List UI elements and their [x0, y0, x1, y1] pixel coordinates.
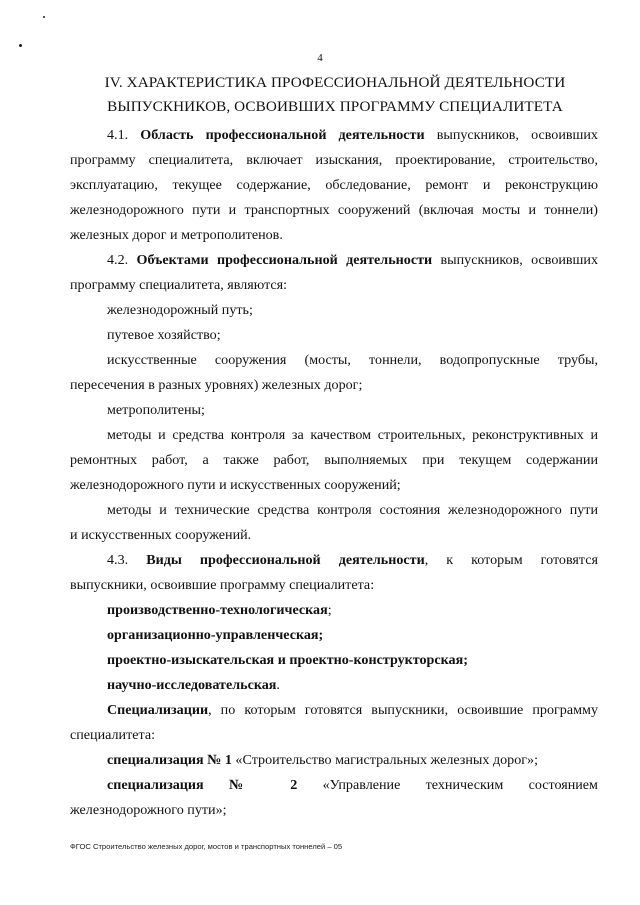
list-item-3-line-2: пересечения в разных уровнях) железных дорог; [70, 377, 363, 393]
section-heading-line-2: ВЫПУСКНИКОВ, ОСВОИВШИХ ПРОГРАММУ СПЕЦИАЛИТЕТА [107, 98, 563, 115]
activity-type-2 [107, 626, 598, 644]
specializations-line-1 [107, 701, 598, 719]
text-span: состоянием [528, 777, 598, 793]
clause-number: 4.3. [107, 552, 129, 568]
scan-speck [43, 16, 45, 18]
clause-number: 4.2. [107, 252, 129, 268]
paragraph-4-2-line-2: программу специалитета, являются: [70, 277, 288, 293]
text-span: выпускников, освоивших [440, 252, 598, 268]
section-heading-line-1: IV. ХАРАКТЕРИСТИКА ПРОФЕССИОНАЛЬНОЙ ДЕЯТЕЛЬНОСТИ [104, 74, 566, 91]
paragraph-4-1-line-4: железнодорожного пути и транспортных сооружений (включая мосты и тоннели) [70, 202, 598, 218]
list-item-1: железнодорожный путь; [107, 302, 253, 318]
text-span: «Управление [322, 777, 401, 793]
activity-type-1 [107, 601, 598, 619]
list-item-2: путевое хозяйство; [107, 327, 221, 343]
paragraph-4-1-line-1 [107, 126, 598, 144]
bold-term: проектно-изыскательская и проектно-конструкторская; [107, 652, 468, 668]
bold-term: научно-исследовательская [107, 677, 277, 693]
list-item-6-line-2: и искусственных сооружений. [70, 527, 252, 543]
specialization-1 [107, 751, 598, 769]
list-item-4: метрополитены; [107, 402, 205, 418]
bold-term: специализация № 1 [107, 752, 232, 768]
activity-type-3 [107, 651, 598, 669]
specialization-2-line-2: железнодорожного пути»; [70, 802, 227, 818]
bold-term: Специализации [107, 702, 209, 718]
paragraph-4-3-line-2: выпускники, освоившие программу специалитета: [70, 577, 375, 593]
bold-term: организационно-управленческая; [107, 627, 324, 643]
list-item-5-line-1: методы и средства контроля за качеством строительных, реконструктивных и [107, 427, 598, 443]
bold-term: Область профессиональной деятельности [140, 127, 425, 143]
page-number: 4 [317, 52, 323, 64]
bold-term: Объектами профессиональной деятельности [136, 252, 433, 268]
clause-number: 4.1. [107, 127, 129, 143]
text-span: техническим [425, 777, 504, 793]
paragraph-4-1-line-5: железных дорог и метрополитенов. [70, 227, 283, 243]
list-item-5-line-2: ремонтных работ, а также работ, выполняемых при текущем содержании [70, 452, 598, 468]
text-span: выпускников, освоивших [436, 127, 598, 143]
specialization-2-line-1 [107, 776, 598, 794]
text-span: «Строительство магистральных железных дорог»; [231, 752, 539, 768]
scan-speck [19, 44, 22, 47]
list-item-5-line-3: железнодорожного пути и искусственных сооружений; [70, 477, 401, 493]
page-footer: ФГОС Строительство железных дорог, мостов и транспортных тоннелей – 05 [70, 842, 343, 851]
text-span: . [276, 677, 280, 693]
text-span: ; [327, 602, 332, 618]
list-item-3-line-1: искусственные сооружения (мосты, тоннели, водопропускные трубы, [107, 352, 598, 368]
specializations-line-2: специалитета: [70, 727, 156, 743]
paragraph-4-2-line-1 [107, 251, 598, 269]
text-span: , по которым готовятся выпускники, освоившие программу [208, 702, 598, 718]
bold-term: Виды профессиональной деятельности [146, 552, 425, 568]
bold-term: производственно-технологическая [107, 602, 328, 618]
paragraph-4-1-line-3: эксплуатацию, текущее содержание, обследование, ремонт и реконструкцию [70, 177, 598, 193]
text-span: , к которым готовятся [424, 552, 598, 568]
paragraph-4-1-line-2: программу специалитета, включает изыскания, проектирование, строительство, [70, 152, 598, 168]
bold-term: специализация № 2 [107, 777, 298, 793]
list-item-6-line-1: методы и технические средства контроля состояния железнодорожного пути [107, 502, 598, 518]
activity-type-4 [107, 676, 598, 694]
paragraph-4-3-line-1 [107, 551, 598, 569]
